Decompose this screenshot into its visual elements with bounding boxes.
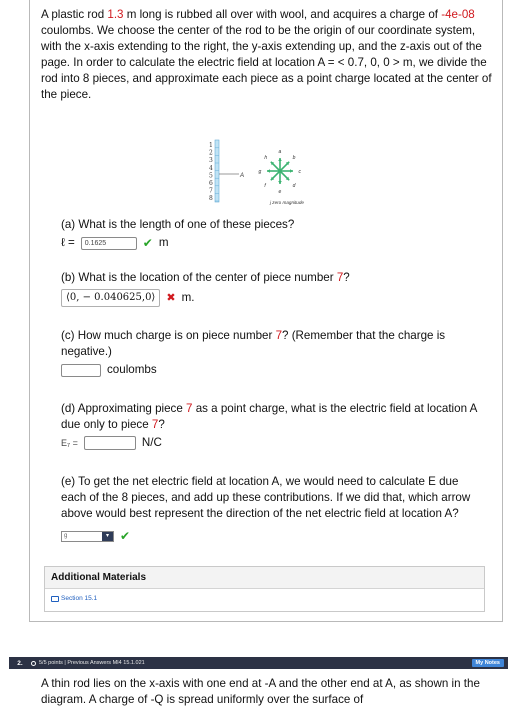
question-d-text: (d) Approximating piece 7 as a point charge, what is the electric field at location A due only to piece 7? <box>61 402 477 431</box>
rod-diagram-svg <box>200 138 330 206</box>
section-link[interactable] <box>45 589 484 602</box>
field-symbol: E₇ = <box>61 438 78 448</box>
question-meta: 5/5 points | Previous Answers MI4 15.1.021 <box>39 660 145 666</box>
arrow-label: b <box>292 154 296 161</box>
charge-input[interactable] <box>61 364 101 377</box>
chevron-down-icon: ▾ <box>102 532 113 541</box>
intro-text: , 0, 0 > m, we divide the rod into <box>41 56 487 85</box>
arrow-label: a <box>278 149 282 155</box>
arrow-label: h <box>264 154 268 161</box>
question-a-text: (a) What is the length of one of these pieces? <box>61 218 295 231</box>
arrow-select-value: g <box>64 533 68 539</box>
arrow-label: d <box>292 183 296 190</box>
arrow-label: e <box>278 189 282 195</box>
rod-piece-label: 7 <box>209 187 213 195</box>
rod <box>215 140 219 202</box>
rod-piece-label: 5 <box>209 172 213 180</box>
length-unit: m <box>158 236 169 249</box>
rod-length: 1.3 <box>107 8 124 21</box>
arrow-label: c <box>298 169 301 175</box>
additional-materials <box>44 566 485 612</box>
question-c-text: (c) How much charge is on piece number 7? (Remember that the charge is negative.) <box>61 329 446 358</box>
charge-unit: coulombs <box>107 363 157 376</box>
length-input[interactable]: 0.1625 <box>81 237 137 250</box>
intro-text: A plastic rod <box>41 8 108 21</box>
intro-text: pieces, and approximate each piece as a point charge located at the center of the piece. <box>41 72 492 101</box>
status-radio-icon <box>31 661 36 666</box>
correct-check-icon: ✔ <box>120 529 131 543</box>
arrow-head <box>267 169 270 173</box>
rod-diagram <box>200 138 330 206</box>
piece-count: 8 <box>82 72 90 85</box>
arrow-head <box>278 158 282 161</box>
question-a <box>61 217 481 251</box>
rod-piece-label: 8 <box>209 195 213 203</box>
location-input[interactable]: ⟨0, − 0.040625,0⟩ <box>61 289 160 307</box>
rod-piece-label: 1 <box>209 142 213 149</box>
question-b <box>61 270 481 307</box>
location-unit: m. <box>181 291 195 304</box>
question-number: 2. <box>17 659 23 667</box>
question-e <box>61 474 481 544</box>
arrow-label: f <box>264 183 266 190</box>
arrow-select[interactable] <box>61 531 114 542</box>
question-2-header <box>9 657 508 669</box>
correct-check-icon: ✔ <box>142 236 153 250</box>
additional-materials-title: Additional Materials <box>45 567 484 589</box>
zero-magnitude-label: j zero magnitude <box>270 200 304 205</box>
section-link-text: Section 15.1 <box>61 595 98 602</box>
problem-statement <box>41 7 493 103</box>
question-2-text: A thin rod lies on the x-axis with one end at -A and the other end at A, as shown in the diagram. A charge of -Q is spread uniformly over the surface of <box>41 677 480 706</box>
arrow-head <box>278 181 282 184</box>
rod-charge: -4e-08 <box>441 8 475 21</box>
field-unit: N/C <box>141 436 162 449</box>
incorrect-x-icon: ✖ <box>166 292 176 304</box>
question-b-text: (b) What is the location of the center of piece number 7? <box>61 271 350 284</box>
question-d <box>61 401 481 451</box>
location-x: 0.7 <box>347 56 364 69</box>
intro-text: m long is rubbed all over with wool, and acquires a charge of <box>123 8 442 21</box>
length-symbol: ℓ = <box>61 236 75 249</box>
intro-text: coulombs. We choose the center of the rod to be the origin of our coordinate system, with the x-axis extending to the right, the y-axis extending up, and the z-axis out of the page. In order to calculate the electric field at location A = < <box>41 24 482 69</box>
rod-piece-label: 2 <box>209 149 213 157</box>
point-a-label: A <box>240 173 245 179</box>
question-e-text: (e) To get the net electric field at location A, we would need to calculate E due each of the 8 pieces, and add up these contributions. If we did that, which arrow above would best represent the direction of the net electric field at location A? <box>61 475 471 520</box>
question-c <box>61 328 481 378</box>
rod-piece-label: 3 <box>209 157 213 165</box>
my-notes-button[interactable]: My Notes <box>472 659 504 667</box>
arrow-head <box>290 169 293 173</box>
arrow-label: g <box>258 169 262 175</box>
rod-piece-label: 6 <box>209 180 213 187</box>
book-icon <box>51 596 59 602</box>
field-input[interactable] <box>84 436 136 450</box>
rod-piece-label: 4 <box>209 164 213 172</box>
